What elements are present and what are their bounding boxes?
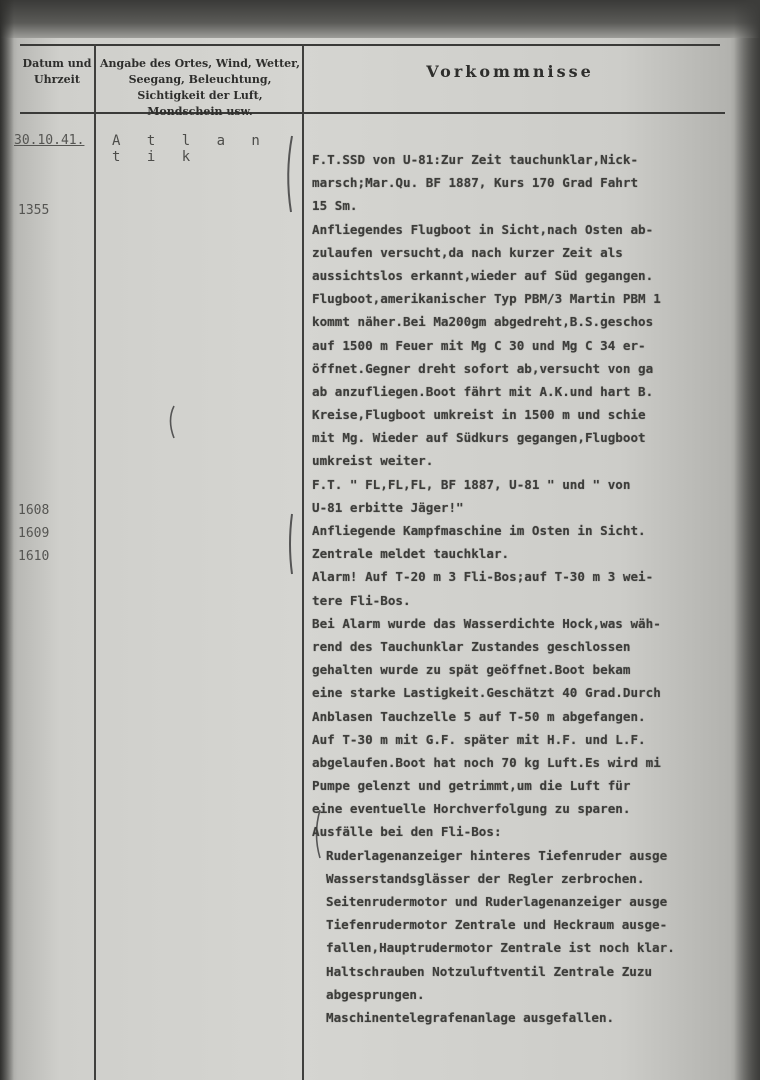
scan-left-shadow xyxy=(0,0,14,1080)
event-line: öffnet.Gegner dreht sofort ab,versucht von ga xyxy=(312,360,654,376)
event-line: abgelaufen.Boot hat noch 70 kg Luft.Es wird mi xyxy=(312,754,661,770)
column-divider-2 xyxy=(302,44,304,1080)
event-line: Haltschrauben Notzuluftventil Zentrale Zuzu xyxy=(326,963,653,979)
entry-time: 1610 xyxy=(18,549,50,564)
event-line: Anblasen Tauchzelle 5 auf T-50 m abgefangen. xyxy=(312,708,646,724)
scan-top-edge xyxy=(0,0,760,38)
event-line: tere Fli-Bos. xyxy=(312,592,411,608)
event-line: Ausfälle bei den Fli-Bos: xyxy=(312,824,502,840)
header-date-time: Datum und Uhrzeit xyxy=(22,57,92,86)
event-line: Anfliegende Kampfmaschine im Osten in Sicht. xyxy=(312,523,646,538)
pencil-bracket-icon xyxy=(282,134,296,214)
event-line: 15 Sm. xyxy=(312,198,358,214)
event-line: Seitenrudermotor und Ruderlagenanzeiger ausge xyxy=(326,894,668,909)
header-events: Vorkommnisse xyxy=(426,62,594,81)
event-line: marsch;Mar.Qu. BF 1887, Kurs 170 Grad Fahrt xyxy=(312,175,639,191)
event-line: Flugboot,amerikanischer Typ PBM/3 Martin PBM 1 xyxy=(312,291,661,307)
event-line: Alarm! Auf T-20 m 3 Fli-Bos;auf T-30 m 3 wei- xyxy=(312,569,654,585)
event-line: Tiefenrudermotor Zentrale und Heckraum ausge- xyxy=(326,917,668,933)
entry-date: 30.10.41. xyxy=(14,133,85,148)
event-line: kommt näher.Bei Ma200gm abgedreht,B.S.geschos xyxy=(312,314,654,330)
event-line: eine eventuelle Horchverfolgung zu sparen. xyxy=(312,801,631,817)
event-line: Auf T-30 m mit G.F. später mit H.F. und L.F. xyxy=(312,731,646,747)
pencil-bracket-icon xyxy=(284,512,298,576)
header-top-rule xyxy=(20,44,720,46)
event-line: auf 1500 m Feuer mit Mg C 30 und Mg C 34 er- xyxy=(312,337,646,353)
event-line: Kreise,Flugboot umkreist in 1500 m und schie xyxy=(312,407,646,423)
header-place-weather: Angabe des Ortes, Wind, Wetter, Seegang, Beleuchtung, Sichtigkeit der Luft, Mondschein usw. xyxy=(99,57,301,118)
event-line: Wasserstandsglässer der Regler zerbrochen. xyxy=(326,870,645,886)
event-line: fallen,Hauptrudermotor Zentrale ist noch klar. xyxy=(326,940,675,956)
event-line: ab anzufliegen.Boot fährt mit A.K.und hart B. xyxy=(312,383,654,399)
entry-time: 1608 xyxy=(18,503,50,518)
event-line: F.T.SSD von U-81:Zur Zeit tauchunklar,Nick- xyxy=(312,152,639,167)
location-atlantic: A t l a n t i k xyxy=(112,133,269,165)
event-line: Zentrale meldet tauchklar. xyxy=(312,546,510,562)
event-line: umkreist weiter. xyxy=(312,453,434,469)
event-line: Bei Alarm wurde das Wasserdichte Hock,was wäh- xyxy=(312,615,661,631)
event-line: mit Mg. Wieder auf Südkurs gegangen,Flugboot xyxy=(312,430,646,446)
event-line: U-81 erbitte Jäger!" xyxy=(312,499,464,515)
entry-time: 1355 xyxy=(18,203,50,218)
event-line: gehalten wurde zu spät geöffnet.Boot bekam xyxy=(312,662,631,678)
event-line: Anfliegendes Flugboot in Sicht,nach Osten ab- xyxy=(312,221,654,237)
event-line: Ruderlagenanzeiger hinteres Tiefenruder ausge xyxy=(326,847,668,863)
event-line: aussichtslos erkannt,wieder auf Süd gegangen. xyxy=(312,267,654,283)
pencil-mark-icon xyxy=(164,404,178,440)
event-line: F.T. " FL,FL,FL, BF 1887, U-81 " und " von xyxy=(312,476,631,492)
event-line: Pumpe gelenzt und getrimmt,um die Luft für xyxy=(312,778,631,794)
event-line: abgesprungen. xyxy=(326,986,425,1002)
event-line: zulaufen versucht,da nach kurzer Zeit als xyxy=(312,244,623,260)
events-log xyxy=(312,148,752,1029)
entry-time: 1609 xyxy=(18,526,50,541)
event-line: rend des Tauchunklar Zustandes geschlossen xyxy=(312,638,631,654)
event-line: eine starke Lastigkeit.Geschätzt 40 Grad.Durch xyxy=(312,685,661,701)
event-line: Maschinentelegrafenanlage ausgefallen. xyxy=(326,1009,615,1025)
